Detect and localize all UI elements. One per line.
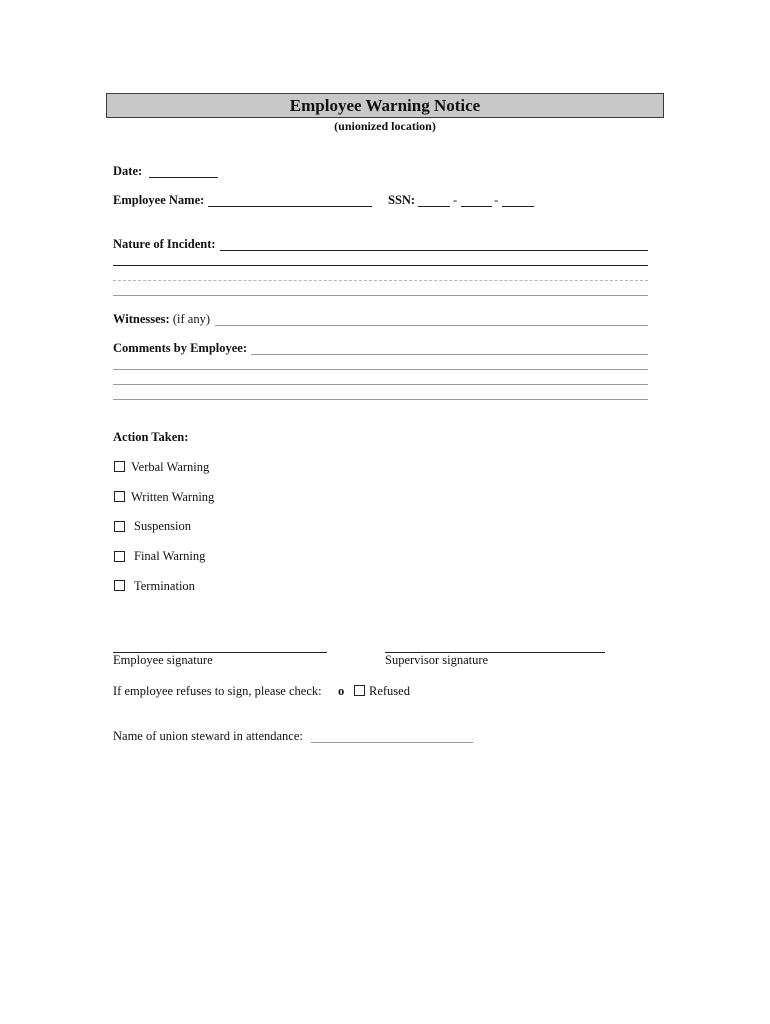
ssn-part-1-field[interactable] (418, 206, 450, 207)
written-warning-label: Written Warning (131, 490, 215, 504)
date-label: Date: (113, 164, 143, 178)
verbal-warning-checkbox[interactable] (114, 461, 125, 472)
nature-of-incident-label: Nature of Incident: (113, 237, 216, 251)
termination-checkbox[interactable] (114, 580, 125, 591)
form-title: Employee Warning Notice (106, 93, 664, 118)
ssn-part-3-field[interactable] (502, 206, 534, 207)
ssn-label: SSN: (388, 193, 416, 207)
comments-line[interactable] (113, 369, 648, 370)
comments-label: Comments by Employee: (113, 341, 248, 355)
union-steward-field[interactable] (311, 742, 473, 743)
witnesses-field[interactable] (215, 325, 648, 326)
final-warning-label: Final Warning (134, 549, 206, 563)
refuse-to-sign-prompt: If employee refuses to sign, please check: (113, 684, 322, 698)
written-warning-checkbox[interactable] (114, 491, 125, 502)
suspension-label: Suspension (134, 519, 191, 533)
date-field[interactable] (149, 177, 218, 178)
employee-name-field[interactable] (208, 206, 372, 207)
action-taken-heading: Action Taken: (113, 430, 189, 444)
ssn-part-2-field[interactable] (461, 206, 492, 207)
comments-field[interactable] (251, 354, 648, 355)
nature-of-incident-line[interactable] (113, 280, 648, 281)
witnesses-label: Witnesses: (113, 312, 170, 326)
verbal-warning-label: Verbal Warning (131, 460, 210, 474)
comments-line[interactable] (113, 399, 648, 400)
nature-of-incident-field[interactable] (220, 250, 648, 251)
final-warning-checkbox[interactable] (114, 551, 125, 562)
termination-label: Termination (134, 579, 195, 593)
employee-name-label: Employee Name: (113, 193, 205, 207)
witnesses-label-row (113, 312, 210, 327)
nature-of-incident-line[interactable] (113, 265, 648, 266)
refused-label: Refused (369, 684, 410, 698)
refuse-marker: o (338, 684, 345, 698)
ssn-separator: - (494, 193, 499, 207)
employee-signature-label: Employee signature (113, 653, 213, 667)
form-subtitle: (unionized location) (334, 119, 436, 133)
comments-line[interactable] (113, 384, 648, 385)
supervisor-signature-label: Supervisor signature (385, 653, 489, 667)
union-steward-label: Name of union steward in attendance: (113, 729, 303, 743)
ssn-separator: - (453, 193, 458, 207)
refused-checkbox[interactable] (354, 685, 365, 696)
witnesses-note: (if any) (172, 312, 210, 326)
suspension-checkbox[interactable] (114, 521, 125, 532)
nature-of-incident-line[interactable] (113, 295, 648, 296)
